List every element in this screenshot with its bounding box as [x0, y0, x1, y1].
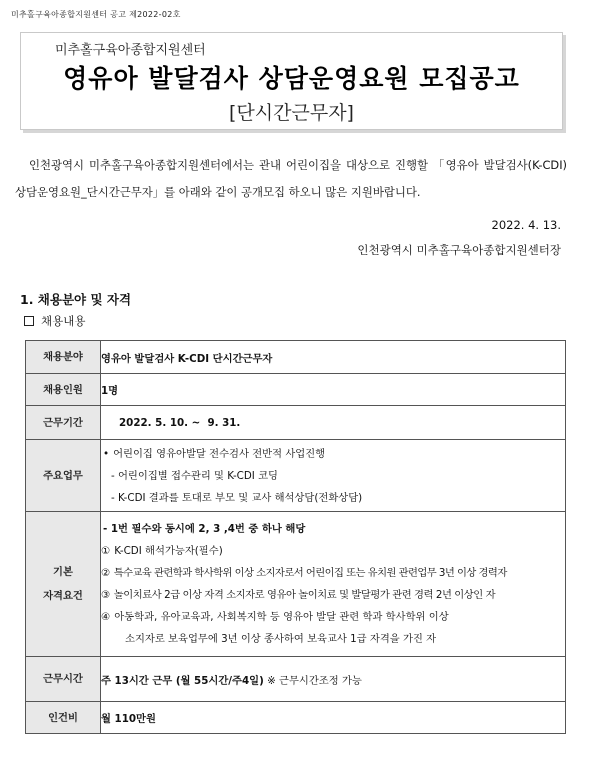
duties-value	[101, 440, 566, 512]
requirements-value	[101, 512, 566, 657]
requirement-item-2	[101, 562, 565, 584]
duties-label: 주요업무	[26, 440, 101, 512]
table-row-headcount	[26, 374, 566, 406]
requirement-item-1	[101, 540, 565, 562]
announcement-date: 2022. 4. 13.	[491, 218, 561, 232]
item-number: ③	[101, 589, 110, 601]
document-number: 미추홀구육아종합지원센터 공고 제2022-02호	[11, 10, 181, 19]
requirements-intro: - 1번 필수와 동시에 2, 3 ,4번 중 하나 해당	[103, 523, 306, 535]
title-box	[20, 32, 563, 130]
table-row-duties	[26, 440, 566, 512]
requirement-item-3	[101, 584, 565, 606]
hours-label: 근무시간	[26, 657, 101, 702]
requirements-label-line1: 기본	[53, 566, 73, 578]
title-organization: 미추홀구육아종합지원센터	[55, 43, 206, 58]
table-row-hours	[26, 657, 566, 702]
table-row-field	[26, 341, 566, 374]
headcount-label: 채용인원	[26, 374, 101, 406]
hours-value	[101, 657, 566, 702]
table-row-pay	[26, 702, 566, 734]
announcement-signer: 인천광역시 미추홀구육아종합지원센터장	[357, 243, 561, 257]
page-subtitle: [단시간근무자]	[229, 102, 354, 124]
hours-note: ※ 근무시간조정 가능	[267, 674, 362, 687]
item-text: 놀이치료사 2급 이상 자격 소지자로 영유아 놀이치료 및 발달평가 관련 경력 2년 이상인 자	[113, 589, 496, 601]
item-number: ②	[101, 567, 110, 579]
section-heading: 1. 채용분야 및 자격	[20, 292, 132, 307]
table-row-period	[26, 406, 566, 440]
square-bullet-icon	[24, 316, 34, 326]
duties-main	[101, 443, 565, 465]
duties-sub-2: - K-CDI 결과를 토대로 부모 및 교사 해석상담(전화상담)	[111, 491, 363, 504]
pay-value: 월 110만원	[101, 702, 566, 734]
period-label: 근무기간	[26, 406, 101, 440]
headcount-value: 1명	[101, 374, 566, 406]
period-value: 2022. 5. 10. ~ 9. 31.	[101, 406, 566, 440]
hours-main: 주 13시간 근무 (월 55시간/주4일)	[101, 674, 264, 687]
duties-sub-1: - 어린이집별 접수관리 및 K-CDI 코딩	[111, 469, 278, 482]
requirement-item-4-continued: 소지자로 보육업무에 3년 이상 종사하여 보육교사 1급 자격을 가진 자	[125, 633, 437, 645]
requirements-label-line2: 자격요건	[43, 590, 83, 602]
item-text: 특수교육 관련학과 학사학위 이상 소지자로서 어린이집 또는 유치원 관련업무 3년 이상 경력자	[113, 567, 507, 579]
item-text: 아동학과, 유아교육과, 사회복지학 등 영유아 발달 관련 학과 학사학위 이상	[114, 611, 449, 623]
bullet-dot: •	[103, 447, 110, 460]
recruitment-table	[25, 340, 566, 734]
duties-main-text: 어린이집 영유아발달 전수검사 전반적 사업진행	[113, 447, 326, 460]
item-number: ①	[101, 545, 111, 557]
subsection-heading	[24, 313, 85, 329]
subsection-label: 채용내용	[41, 314, 86, 328]
item-number: ④	[101, 611, 111, 623]
page-title: 영유아 발달검사 상담운영요원 모집공고	[63, 64, 520, 93]
item-text: K-CDI 해석가능자(필수)	[114, 545, 223, 557]
intro-paragraph: 인천광역시 미추홀구육아종합지원센터에서는 관내 어린이집을 대상으로 진행할 「영유아 발달검사(K-CDI) 상담운영요원_단시간근무자」를 아래와 같이 공개모집 하오니 많은 지원바랍니다.	[15, 158, 567, 199]
field-label: 채용분야	[26, 341, 101, 374]
field-value: 영유아 발달검사 K-CDI 단시간근무자	[101, 341, 566, 374]
table-row-requirements	[26, 512, 566, 657]
requirements-label	[26, 512, 101, 657]
pay-label: 인건비	[26, 702, 101, 734]
requirement-item-4	[101, 606, 565, 628]
